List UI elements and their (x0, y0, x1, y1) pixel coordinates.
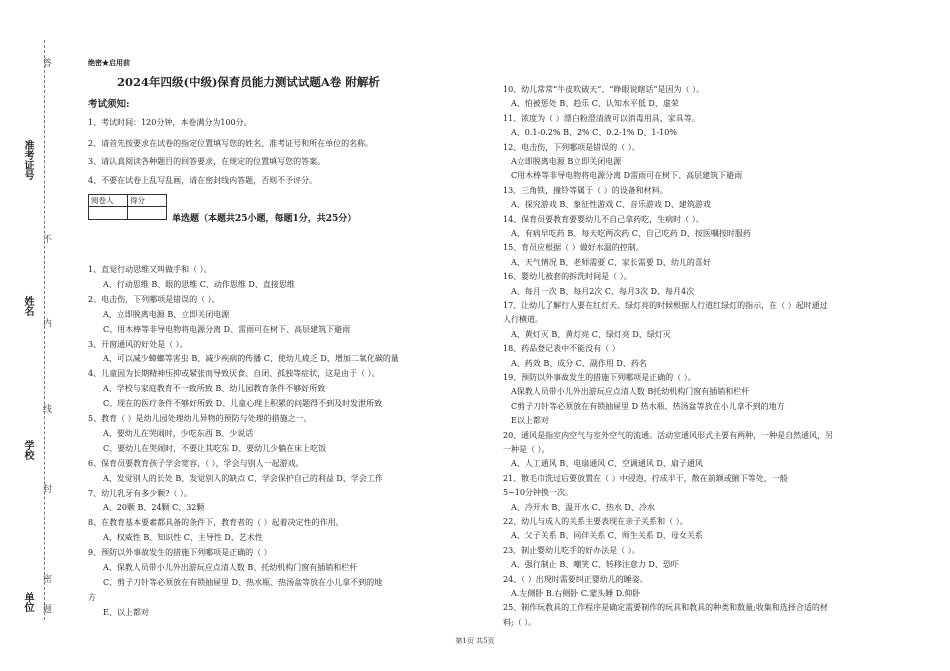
question-text: 一种是（ ）。 (503, 445, 550, 454)
page-footer: 第1页 共5页 (455, 637, 495, 645)
question-text: 14、保育员要教育要婴幼儿不自己拿药吃，生病时（ ）。 (503, 214, 704, 224)
question-text: 23、制止婴幼儿吃手的好办法是（ ）。 (503, 545, 640, 555)
answer-options: E、以上都对 (103, 607, 149, 617)
seal-char: 内 (41, 318, 51, 327)
exam-id-label: 准考证号 (22, 140, 33, 180)
answer-options: C剪子刀针等必须放在有锁抽屉里 D 热水瓶、热汤盆等放在小儿拿不到的地方 (511, 401, 785, 411)
score-label: 得分 (128, 195, 167, 207)
question-text: 7、幼儿乳牙有多少颗?（ ）。 (88, 488, 192, 498)
question-text: 1、直觉行动思维又叫做手和（ ）。 (88, 265, 212, 274)
name-label: 姓名 (22, 296, 33, 316)
answer-options: A、药效 B、成分 C、副作用 D、药名 (511, 358, 647, 368)
answer-options: A、冷开水 B、温开水 C、热水 D、冷水 (511, 502, 655, 512)
question-text: 18、药品登记表中不能没有（ ） (503, 344, 620, 354)
question-text: 19、预防以外事故发生的措施下列哪项是正确的（ ）。 (503, 373, 696, 382)
answer-options: A.左侧卧 B.右侧卧 C.蒙头睡 D.仰卧 (511, 589, 641, 598)
question-text: 11、浓度为（ ）漂白粉澄清液可以消毒用具、家具等。 (503, 113, 700, 123)
secret-mark: 绝密★启用前 (88, 58, 130, 67)
question-text: 16、婴幼儿被套的拆洗时间是（ ）。 (503, 272, 632, 282)
answer-options: A、要幼儿在哭闹时，少吃东西 B、少说话 (103, 428, 254, 438)
seal-char: 不 (41, 234, 51, 243)
answer-options: C、现在的医疗条件不够好所致 D、儿童心理上积累的问题得不到及时发泄所致 (103, 399, 383, 409)
question-text: 6、保育员要教育孩子学会宽容，（ ），学会与别人一起游戏。 (88, 458, 304, 468)
answer-options: A、立即脱离电源 B、立即关闭电源 (103, 309, 230, 319)
answer-options: A、父子关系 B、同伴关系 C、师生关系 D、母女关系 (511, 531, 703, 541)
question-text: 20、通风是指室内空气与室外空气的流通。活动室通风形式主要有两种，一种是自然通风，另 (503, 430, 834, 440)
answer-options: C、剪子刀针等必须放在有锁抽屉里 D、热水瓶、热汤盆等放在小儿拿不到的地 (103, 577, 383, 587)
question-text: 8、在教育基本要素都具备的条件下，教育者的（ ）起着决定性的作用。 (88, 518, 344, 528)
answer-options: A、行动思维 B、眼的思维 C、动作思维 D、直接思维 (103, 279, 295, 289)
question-text: 9、预防以外事故发生的措施下列哪项是正确的（ ） (88, 548, 272, 558)
answer-options: C用木棒等非导电物将电源分离 D雷雨可在树下、高层建筑下避雨 (511, 171, 743, 181)
score-cell[interactable] (128, 207, 167, 220)
notice-item: 2、请首先按要求在试卷的指定位置填写您的姓名、准考证号和所在单位的名称。 (88, 139, 374, 148)
answer-options: A、探究游戏 B、象征性游戏 C、音乐游戏 D、建筑游戏 (511, 200, 711, 210)
answer-options: A、强行制止 B、嘲笑 C、转移注意力 D、恐吓 (511, 560, 679, 570)
question-text: 22、幼儿与成人的关系主要表现在亲子关系和（ ）。 (503, 517, 688, 526)
answer-options: A、可以减少蟑螂等害虫 B、减少疾病的传播 C、使幼儿疲乏 D、增加二氧化碳的量 (103, 354, 399, 364)
question-text: 12、电击伤，下列哪项是错误的（ ）。 (503, 142, 640, 152)
notice-item: 1、考试时间：120分钟，本卷满分为100分。 (88, 118, 252, 127)
answer-options: A、20颗 B、24颗 C、32颗 (103, 503, 205, 513)
answer-options: A、怕被惩处 B、趋乐 C、认知水平低 D、虚荣 (511, 99, 679, 109)
seal-dashed-line (44, 40, 45, 620)
answer-options: A、发觉别人的长处 B、发觉别人的缺点 C、学会保护自己的利益 D、学会工作 (103, 473, 383, 483)
answer-options: C、要幼儿在哭闹时，不要让其吃东 D、要幼儿少躺在床上吃饭 (103, 443, 327, 453)
seal-char: 题 (41, 604, 51, 613)
question-text: 17、让幼儿了解行人要在红灯天、绿灯亮的时候根据人行道红绿灯的指示，在（ ）起时通过 (503, 301, 828, 310)
answer-options: A保教人员带小儿外出游玩应点清人数 B托幼机构门窗有插销和栏杆 (511, 387, 750, 397)
question-text: 13、三角铁，撞铃等属于（ ）的设备和材料。 (503, 185, 668, 195)
answer-options: A、有病早吃药 B、每天吃两次药 C、自己吃药 D、按医嘱按时服药 (511, 229, 751, 238)
notice-item: 3、请认真阅读各种题目的回答要求，在规定的位置填写您的答案。 (88, 157, 326, 166)
seal-char: 密 (41, 574, 51, 583)
answer-options: A、天气情况 B、老师需要 C、家长需要 D、幼儿的喜好 (511, 257, 711, 267)
score-table (88, 194, 167, 220)
question-text: 4、儿童因为长期精神压抑或紧张而导致厌食、自闭、孤独等症状，这是由于（ ）。 (88, 369, 380, 379)
grader-label: 阅卷人 (89, 195, 128, 207)
answer-options: C、用木棒等非导电物将电源分离 D、雷雨可在树下、高层建筑下避雨 (103, 324, 351, 334)
question-text: 24、（ ）出现时需要纠正婴幼儿的睡姿。 (503, 574, 648, 584)
answer-options: A、人工通风 B、电扇通风 C、空调通风 D、扇子通风 (511, 459, 703, 469)
unit-label: 单位 (22, 592, 33, 612)
seal-char: 线 (41, 404, 51, 413)
page-title: 2024年四级(中级)保育员能力测试试题A卷 附解析 (117, 75, 380, 89)
answer-options: A、权威性 B、知识性 C、主导性 D、艺术性 (103, 533, 263, 543)
section-heading: 单选题（本题共25小题，每题1分，共25分） (172, 214, 357, 224)
answer-options: A、学校与家庭教育不一致所致 B、幼儿园教育条件不够好所致 (103, 384, 326, 394)
question-text: 5、教育（ ）是幼儿园处理幼儿异物的预防与处理的措施之一。 (88, 414, 312, 423)
question-text: 5~10分钟换一次。 (503, 488, 573, 498)
question-text: 25、制作玩教具的工作程序是确定需要制作的玩具和教具的种类和数量;收集和选择合适的材 (503, 603, 828, 613)
answer-options: E以上都对 (511, 416, 549, 426)
answer-options: A、每月一次 B、每月2次 C、每月3次 D、每月4次 (511, 286, 695, 296)
question-text: 料;（ ）。 (503, 617, 537, 627)
seal-char: 封 (41, 484, 51, 493)
seal-char: 答 (41, 58, 51, 67)
question-text: 方 (88, 592, 96, 602)
notice-item: 4、不要在试卷上乱写乱画，请在密封线内答题，否则不予评分。 (88, 176, 318, 185)
answer-options: A、黄灯灭 B、黄灯亮 C、绿灯亮 D、绿灯灭 (511, 329, 671, 339)
question-text: 15、育员应根据（ ）做好水温的控制。 (503, 243, 644, 253)
answer-options: A立即脱离电源 B立即关闭电源 (511, 157, 622, 166)
question-text: 21、散毛巾洗过后要放置在（ ）中浸泡，拧成半干，散在前额或腋下等处，一般 (503, 473, 788, 483)
grader-cell[interactable] (89, 207, 128, 220)
question-text: 3、开窗通风的好处是（ ）。 (88, 339, 188, 349)
question-text: 2、电击伤，下列哪项是错误的（ ）。 (88, 294, 220, 304)
notice-heading: 考试须知: (88, 99, 130, 110)
answer-options: A、0.1-0.2% B、2% C、0.2-1% D、1-10% (511, 128, 677, 138)
question-text: 人行横道。 (503, 315, 543, 325)
school-label: 学校 (22, 440, 33, 460)
question-text: 10、幼儿常常“牛皮吹破天”、“睁眼说瞎话”是因为（ ）。 (503, 85, 705, 94)
answer-options: A、保教人员带小儿外出游玩应点清人数 B、托幼机构门窗有插销和栏杆 (103, 563, 358, 572)
